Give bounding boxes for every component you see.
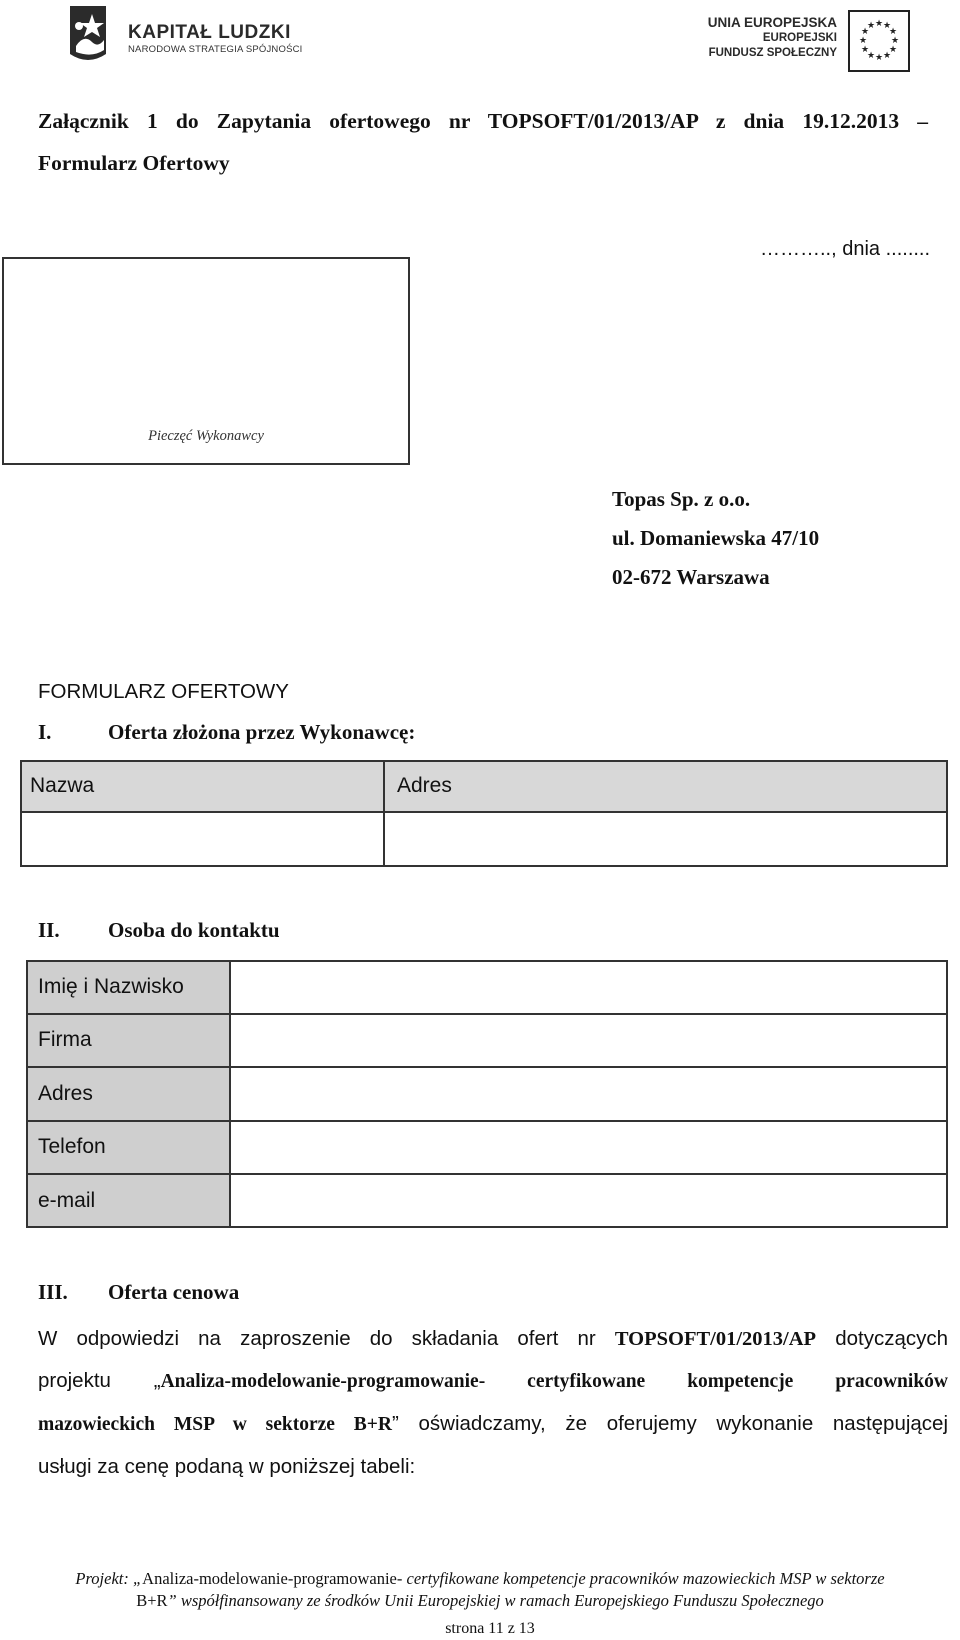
eu-logo-text xyxy=(705,15,837,61)
footer-text: B+R xyxy=(136,1591,168,1610)
section-3-number: III. xyxy=(38,1280,68,1304)
table2-name-field[interactable] xyxy=(231,962,946,1013)
paragraph-text: dotyczących xyxy=(816,1327,948,1350)
section-2-heading xyxy=(38,918,280,943)
recipient-name: Topas Sp. z o.o. xyxy=(612,487,751,511)
table2-label-email: e-mail xyxy=(38,1189,96,1212)
eu-stars-icon xyxy=(850,12,908,70)
heading-line1: Załącznik 1 do Zapytania ofertowego nr TOPSOFT/01/2013/AP z dnia 19.12.2013 – xyxy=(38,109,928,133)
svg-text:★: ★ xyxy=(882,20,892,30)
paragraph-line2 xyxy=(38,1360,948,1403)
svg-text:★: ★ xyxy=(860,26,870,36)
section-3-heading xyxy=(38,1280,239,1305)
svg-text:★: ★ xyxy=(860,44,870,54)
footer-text: certyfikowane kompetencje pracowników mazowieckich MSP w sektorze xyxy=(402,1569,885,1588)
table2-label-company: Firma xyxy=(38,1028,92,1051)
eu-line3: FUNDUSZ SPOŁECZNY xyxy=(708,47,837,59)
eu-line2: EUROPEJSKI xyxy=(762,32,837,44)
recipient-address xyxy=(612,480,819,597)
table1-header-address: Adres xyxy=(397,774,452,797)
table2-label-phone: Telefon xyxy=(38,1135,106,1158)
table2-email-field[interactable] xyxy=(231,1175,946,1226)
paragraph-line1 xyxy=(38,1318,948,1360)
svg-text:★: ★ xyxy=(888,26,898,36)
offer-paragraph xyxy=(38,1318,948,1488)
table2-label-name: Imię i Nazwisko xyxy=(38,975,184,998)
table1-header-name: Nazwa xyxy=(30,774,95,797)
footer-text: Analiza-modelowanie-programowanie- xyxy=(142,1569,403,1588)
svg-text:★: ★ xyxy=(874,18,884,28)
eu-flag-icon xyxy=(848,10,910,72)
form-title: FORMULARZ OFERTOWY xyxy=(38,680,289,703)
footer-line1 xyxy=(30,1568,930,1590)
page-number: strona 11 z 13 xyxy=(445,1620,535,1637)
section-3-title: Oferta cenowa xyxy=(108,1280,240,1304)
svg-text:★: ★ xyxy=(890,35,900,45)
kapital-ludzki-emblem-icon xyxy=(62,4,114,66)
footer-text: Projekt: „ xyxy=(75,1569,143,1588)
project-name: Analiza-modelowanie-programowanie- certyfikowane kompetencje pracowników xyxy=(160,1371,948,1392)
table2-address-field[interactable] xyxy=(231,1068,946,1120)
stamp-label: Pieczęć Wykonawcy xyxy=(148,428,264,444)
paragraph-text: ” oświadczamy, że oferujemy wykonanie następującej xyxy=(392,1412,949,1435)
section-2-title: Osoba do kontaktu xyxy=(108,918,280,942)
table1-name-field[interactable] xyxy=(22,813,383,865)
paragraph-text: usługi za cenę podaną w poniższej tabeli: xyxy=(38,1455,416,1478)
svg-text:★: ★ xyxy=(882,50,892,60)
inquiry-number: TOPSOFT/01/2013/AP xyxy=(614,1328,817,1350)
table2-label-address: Adres xyxy=(38,1082,93,1105)
paragraph-line4 xyxy=(38,1446,948,1488)
paragraph-line3 xyxy=(38,1403,948,1446)
svg-text:★: ★ xyxy=(888,44,898,54)
footer xyxy=(30,1568,930,1612)
project-name-cont: mazowieckich MSP w sektorze B+R xyxy=(38,1414,393,1435)
table1-address-field[interactable] xyxy=(385,813,946,865)
date-line: ……….., dnia ........ xyxy=(760,238,931,260)
table2-company-field[interactable] xyxy=(231,1015,946,1066)
recipient-city: 02-672 Warszawa xyxy=(612,565,770,589)
document-heading xyxy=(38,100,928,184)
svg-text:★: ★ xyxy=(866,50,876,60)
section-1-number: I. xyxy=(38,720,52,744)
section-1-title: Oferta złożona przez Wykonawcę: xyxy=(108,720,416,744)
recipient-street: ul. Domaniewska 47/10 xyxy=(612,526,820,550)
kapital-ludzki-subtitle: NARODOWA STRATEGIA SPÓJNOŚCI xyxy=(128,44,303,55)
svg-text:★: ★ xyxy=(858,35,868,45)
kapital-ludzki-title: KAPITAŁ LUDZKI xyxy=(128,22,291,43)
eu-line1: UNIA EUROPEJSKA xyxy=(707,15,837,30)
footer-text: ” współfinansowany ze środków Unii Europejskiej w ramach Europejskiego Funduszu Społecznego xyxy=(167,1591,824,1610)
paragraph-text: W odpowiedzi na zaproszenie do składania ofert nr xyxy=(38,1327,615,1350)
heading-line2: Formularz Ofertowy xyxy=(38,151,230,175)
section-1-heading xyxy=(38,720,415,745)
paragraph-text: projektu „ xyxy=(38,1369,161,1392)
footer-line2 xyxy=(30,1590,930,1612)
section-2-number: II. xyxy=(38,918,60,942)
svg-text:★: ★ xyxy=(874,52,884,62)
svg-text:★: ★ xyxy=(866,20,876,30)
table2-phone-field[interactable] xyxy=(231,1122,946,1173)
